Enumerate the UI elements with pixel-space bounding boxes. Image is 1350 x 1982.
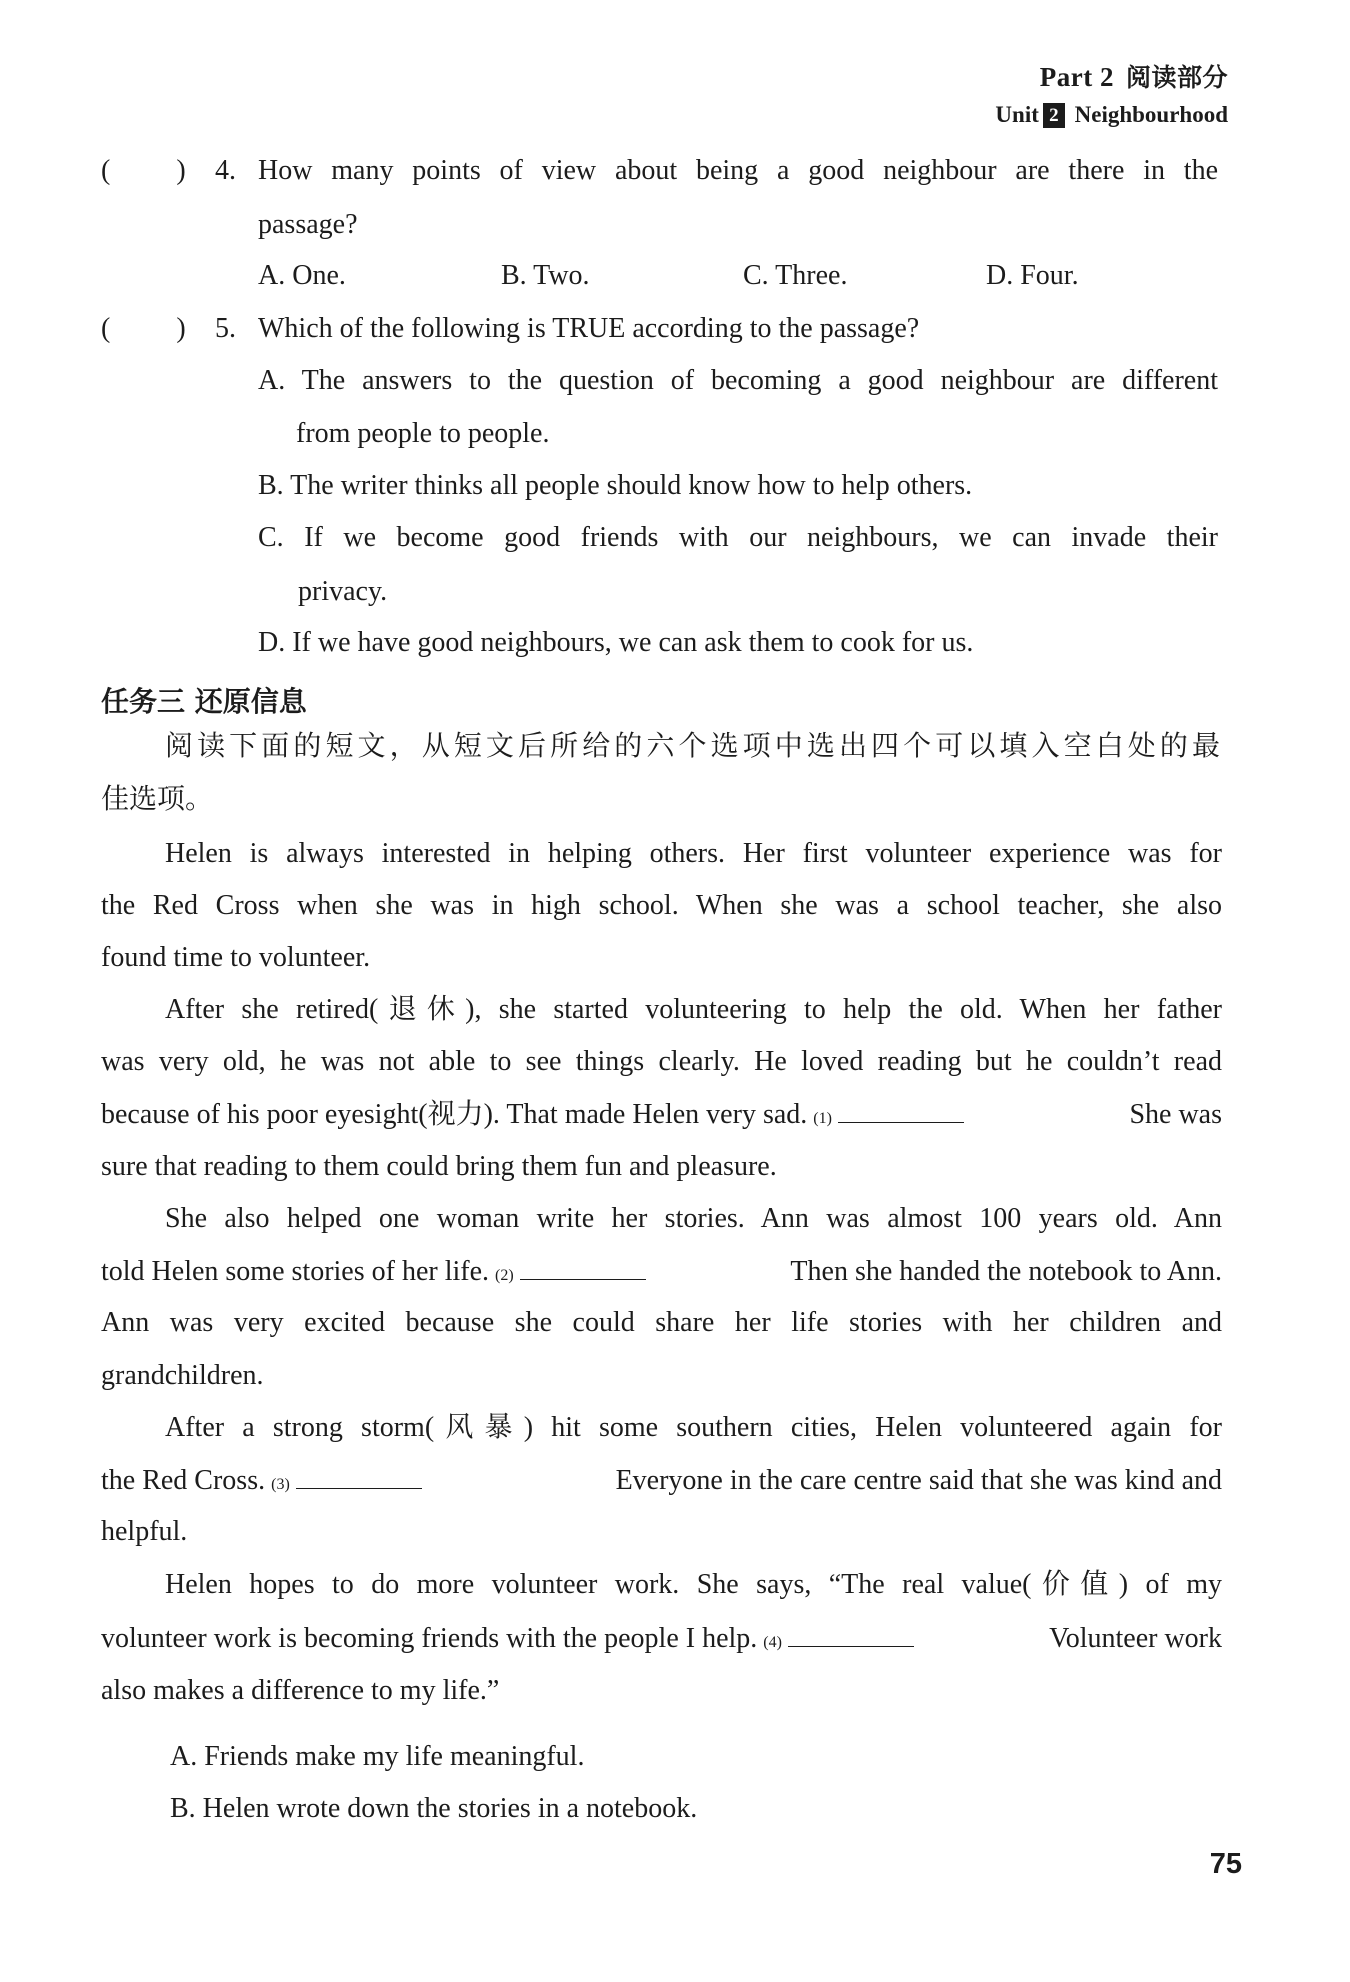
question-stem-continued: passage? xyxy=(258,209,358,240)
unit-heading xyxy=(995,102,1228,128)
answer-option-a: A. Friends make my life meaningful. xyxy=(170,1741,585,1772)
option-c-continued: privacy. xyxy=(298,576,388,607)
passage-text: Everyone in the care centre said that she was kind and xyxy=(615,1465,1222,1496)
answer-blank-1[interactable] xyxy=(838,1100,964,1123)
passage-line: She also helped one woman write her stories. Ann was almost 100 years old. Ann xyxy=(165,1203,1222,1234)
passage-line: After she retired(退休), she started volunteering to help the old. When her father xyxy=(165,994,1222,1025)
option-d: D. Four. xyxy=(986,260,1079,291)
blank-number: (2) xyxy=(495,1267,514,1284)
question-stem: How many points of view about being a good neighbour are there in the xyxy=(258,155,1218,186)
unit-title: Neighbourhood xyxy=(1074,102,1228,127)
answer-blank-2[interactable] xyxy=(520,1257,646,1280)
passage-line: Helen is always interested in helping others. Her first volunteer experience was for xyxy=(165,838,1222,869)
question-number: 5. xyxy=(215,313,236,344)
passage-line: also makes a difference to my life.” xyxy=(101,1675,500,1706)
passage-line: was very old, he was not able to see things clearly. He loved reading but he couldn’t read xyxy=(101,1046,1222,1077)
option-d: D. If we have good neighbours, we can ask them to cook for us. xyxy=(258,627,974,658)
option-c: C. If we become good friends with our neighbours, we can invade their xyxy=(258,522,1218,553)
part-label: Part 2 xyxy=(1039,62,1114,92)
answer-blank-4[interactable] xyxy=(788,1624,914,1647)
option-a-continued: from people to people. xyxy=(296,418,550,449)
answer-blank-3[interactable] xyxy=(296,1466,422,1489)
passage-line: found time to volunteer. xyxy=(101,942,371,973)
blank-number: (4) xyxy=(763,1634,782,1651)
answer-paren: ( ) xyxy=(101,313,186,344)
part-heading xyxy=(1040,58,1228,94)
option-b: B. Two. xyxy=(501,260,590,291)
passage-text: She was xyxy=(1129,1099,1222,1130)
option-b: B. The writer thinks all people should know how to help others. xyxy=(258,470,973,501)
option-a: A. The answers to the question of becoming a good neighbour are different xyxy=(258,365,1218,396)
answer-paren: ( ) xyxy=(101,155,186,186)
blank-number: (1) xyxy=(813,1110,832,1127)
passage-text: volunteer work is becoming friends with the people I help. xyxy=(101,1623,758,1654)
unit-number-badge: 2 xyxy=(1043,103,1065,128)
passage-line: sure that reading to them could bring them fun and pleasure. xyxy=(101,1151,777,1182)
section-heading: 任务三 还原信息 xyxy=(101,685,307,718)
passage-line: After a strong storm(风暴) hit some southern cities, Helen volunteered again for xyxy=(165,1412,1222,1443)
option-c: C. Three. xyxy=(743,260,848,291)
part-label-cn: 阅读部分 xyxy=(1125,63,1228,92)
passage-line: grandchildren. xyxy=(101,1360,264,1391)
instruction-text-continued: 佳选项。 xyxy=(101,782,214,815)
blank-number: (3) xyxy=(271,1476,290,1493)
passage-text: told Helen some stories of her life. xyxy=(101,1256,490,1287)
passage-line-with-blank-3 xyxy=(101,1466,1222,1495)
passage-line-with-blank-2 xyxy=(101,1257,1222,1286)
question-number: 4. xyxy=(215,155,236,186)
passage-line: Helen hopes to do more volunteer work. She says, “The real value(价值) of my xyxy=(165,1569,1222,1600)
passage-line: helpful. xyxy=(101,1516,188,1547)
unit-label: Unit xyxy=(995,102,1039,127)
answer-option-b: B. Helen wrote down the stories in a notebook. xyxy=(170,1793,698,1824)
passage-text: Volunteer work xyxy=(1049,1623,1222,1654)
passage-line-with-blank-4 xyxy=(101,1624,1222,1653)
passage-line: Ann was very excited because she could share her life stories with her children and xyxy=(101,1307,1222,1338)
passage-text: the Red Cross. xyxy=(101,1465,266,1496)
question-stem: Which of the following is TRUE according to the passage? xyxy=(258,313,920,344)
passage-line-with-blank-1 xyxy=(101,1100,1222,1129)
option-a: A. One. xyxy=(258,260,346,291)
passage-line: the Red Cross when she was in high school. When she was a school teacher, she also xyxy=(101,890,1222,921)
passage-text: Then she handed the notebook to Ann. xyxy=(790,1256,1222,1287)
passage-text: because of his poor eyesight(视力). That made Helen very sad. xyxy=(101,1099,808,1130)
instruction-text: 阅读下面的短文，从短文后所给的六个选项中选出四个可以填入空白处的最 xyxy=(165,729,1220,762)
page-number: 75 xyxy=(1209,1848,1242,1880)
